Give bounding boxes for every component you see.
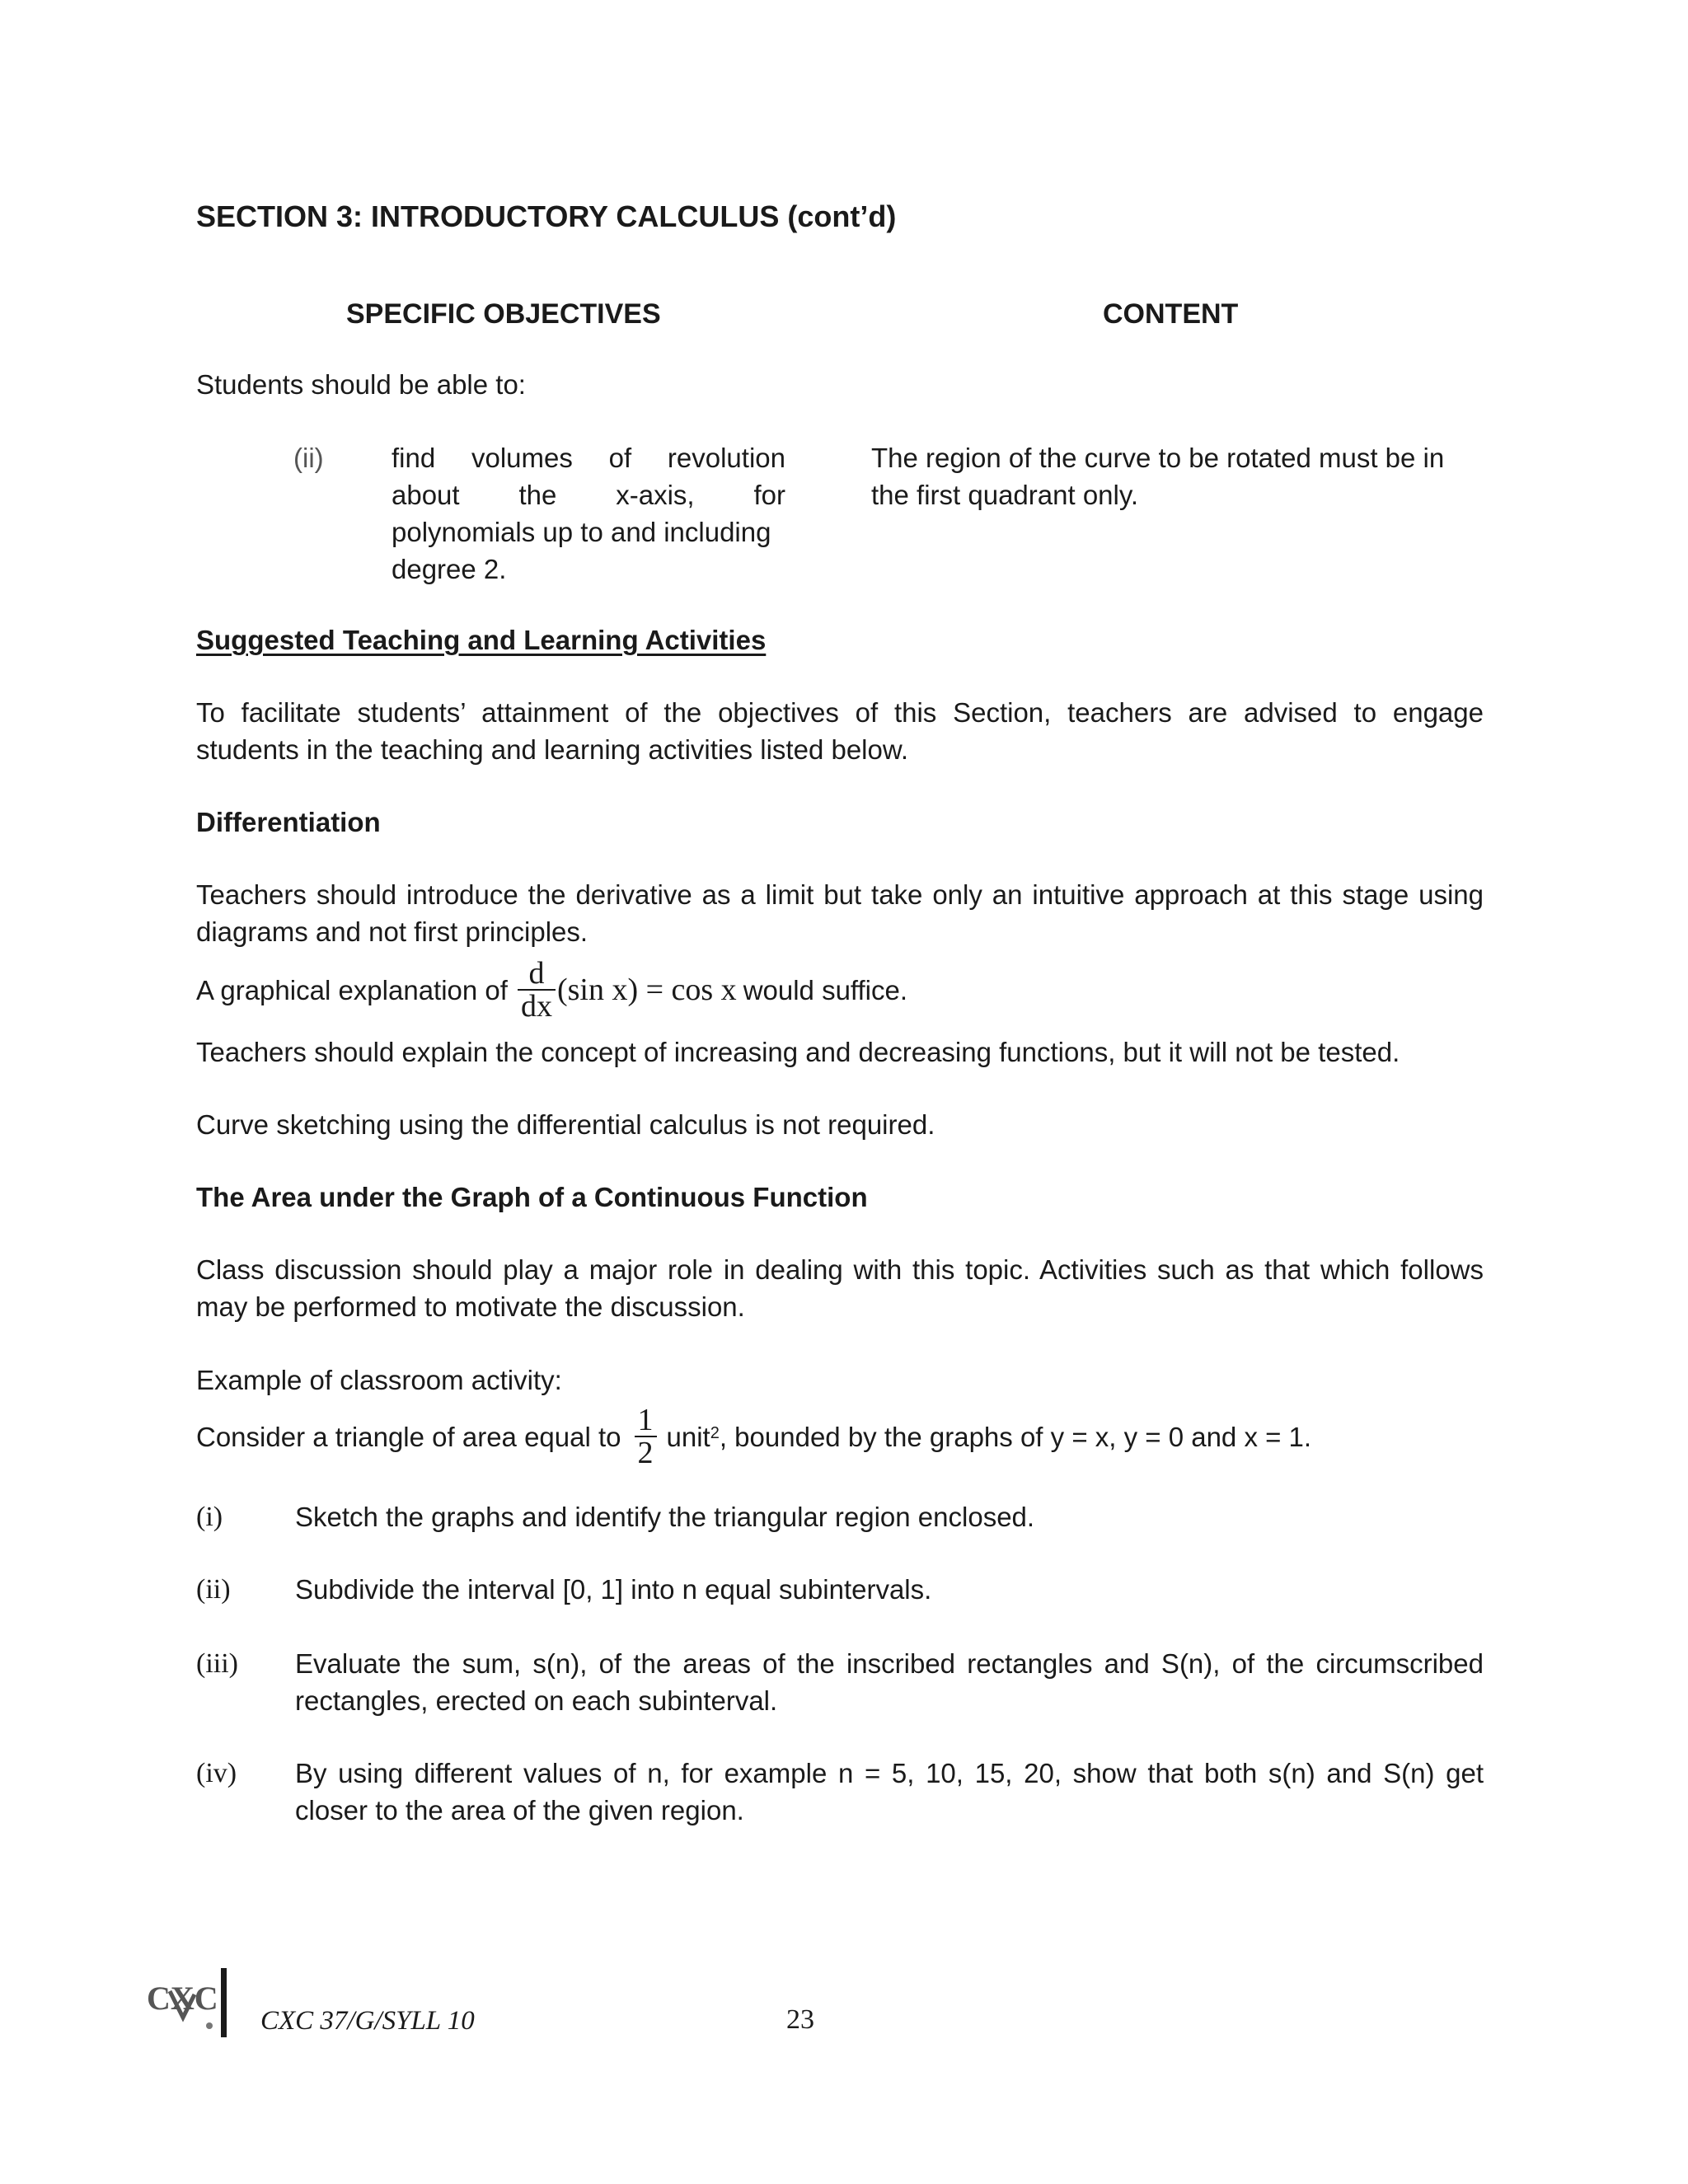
content-text <box>871 439 1471 513</box>
step-item: (ii) Subdivide the interval [0, 1] into n equal subintervals. <box>196 1574 932 1605</box>
step-item: (i) Sketch the graphs and identify the triangular region enclosed. <box>196 1502 1035 1532</box>
differentiation-paragraph-1 <box>196 876 1484 950</box>
content-heading: CONTENT <box>1103 298 1239 330</box>
differentiation-p1-line-1: Teachers should introduce the derivative as a limit but take only an intuitive approach at this stage using <box>196 879 1484 910</box>
area-p1-line-1: Class discussion should play a major role in dealing with this topic. Activities such as that which follows <box>196 1254 1484 1285</box>
objective-text <box>392 439 785 588</box>
activities-intro-line-2: students in the teaching and learning activities listed below. <box>196 734 909 765</box>
derivative-operator: $\frac{d}{dx}$ <box>518 958 556 1022</box>
intro-text: Students should be able to: <box>196 369 526 400</box>
differentiation-heading: Differentiation <box>196 807 381 837</box>
section-title: SECTION 3: INTRODUCTORY CALCULUS (cont’d) <box>196 199 897 233</box>
area-p1-line-2: may be performed to motivate the discussion. <box>196 1291 745 1322</box>
objective-line-4: degree 2. <box>392 554 507 584</box>
area-paragraph-1 <box>196 1251 1484 1325</box>
objective-line-1: find volumes of revolution <box>392 443 785 473</box>
derivative-expression: (sin x) = cos x <box>556 972 737 1007</box>
syllabus-code: CXC 37/G/SYLL 10 <box>260 2006 475 2036</box>
activities-heading: Suggested Teaching and Learning Activities <box>196 625 767 655</box>
footer-divider <box>221 1968 227 2037</box>
graphical-explanation: A graphical explanation of $\frac{d}{dx}$ (sin x) = cos x would suffice. <box>196 956 908 1024</box>
differentiation-p1-line-2: diagrams and not first principles. <box>196 916 588 947</box>
page-number: 23 <box>786 2004 814 2035</box>
step-item: (iv) By using different values of n, for example n = 5, 10, 15, 20, show that both s(n) and S(n) get closer to the area of the given region. <box>196 1758 1484 1825</box>
differentiation-paragraph-2: Teachers should explain the concept of increasing and decreasing functions, but it will not be tested. <box>196 1037 1400 1067</box>
consider-triangle: Consider a triangle of area equal to $\frac{1}{2}$ unit $^2$ , bounded by the graphs of y = x, y = 0 and x = 1. <box>196 1403 1312 1470</box>
activities-intro <box>196 694 1484 768</box>
half-fraction: $\frac{1}{2}$ <box>635 1404 657 1469</box>
example-label: Example of classroom activity: <box>196 1365 562 1395</box>
cxc-logo-icon <box>145 1976 224 2039</box>
objective-line-2: about the x-axis, for <box>392 480 785 510</box>
svg-text:CXC: CXC <box>147 1980 218 2017</box>
differentiation-paragraph-3: Curve sketching using the differential calculus is not required. <box>196 1109 935 1140</box>
area-heading: The Area under the Graph of a Continuous Function <box>196 1182 868 1212</box>
content-line-1: The region of the curve to be rotated must be in <box>871 443 1445 473</box>
content-line-2: the first quadrant only. <box>871 480 1139 510</box>
specific-objectives-heading: SPECIFIC OBJECTIVES <box>346 298 661 330</box>
objective-line-3: polynomials up to and including <box>392 517 771 547</box>
objective-number: (ii) <box>293 443 324 473</box>
step-item: (iii) Evaluate the sum, s(n), of the areas of the inscribed rectangles and S(n), of the circumscribed rectangles, erected on each subinterval. <box>196 1648 1484 1716</box>
activities-intro-line-1: To facilitate students’ attainment of the objectives of this Section, teachers are advised to engage <box>196 697 1484 728</box>
